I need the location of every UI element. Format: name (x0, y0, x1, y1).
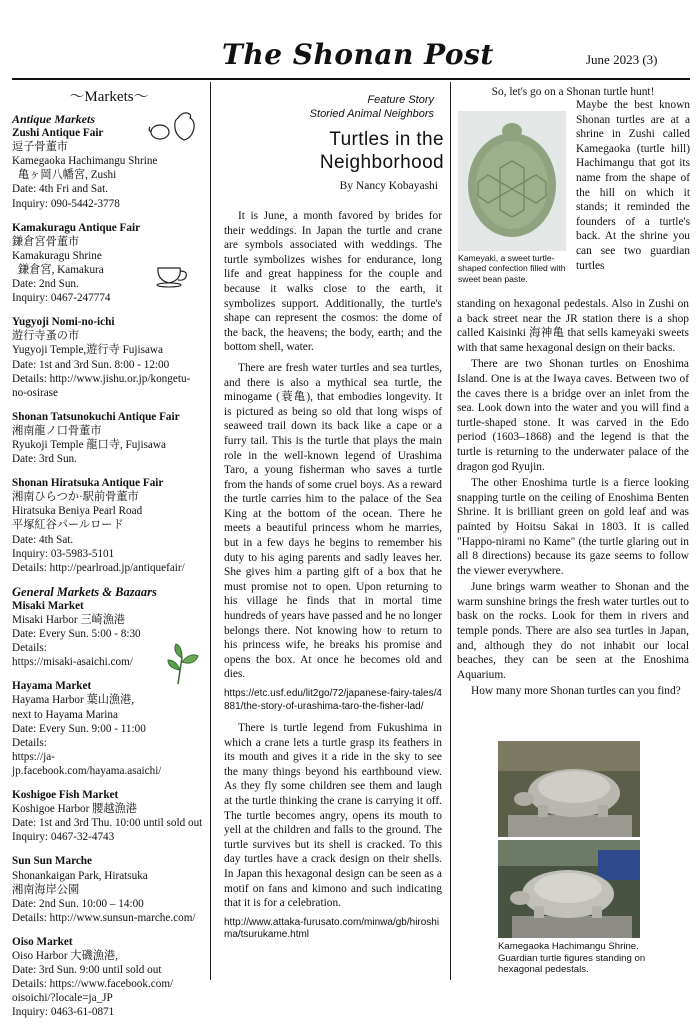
market-detail: Date: 4th Sat. (12, 533, 74, 546)
market-detail: 逗子骨董市 (12, 141, 68, 154)
kameyaki-image (458, 111, 566, 251)
article-kicker (222, 93, 434, 121)
market-name: Sun Sun Marche (12, 855, 92, 868)
market-detail: 遊行寺蚤の市 (12, 330, 80, 343)
market-detail: 亀ヶ岡八幡宮, Zushi (18, 169, 117, 182)
paragraph: There are two Shonan turtles on Enoshima Island. One is at the Iwaya caves. Between two of the caves there is a bridge over an inlet from the sea. Look down into the water and you will find a turtle-shaped stone. It was carved in the Edo period (1603–1868) and the legend is that the turtle is returning to the underwater palace of the dragon god Ryujin. (457, 358, 689, 473)
market-detail: Date: 1st and 3rd Thu. 10:00 until sold out (12, 817, 203, 830)
market-name: Kamakuragu Antique Fair (12, 221, 141, 234)
general-venues (12, 599, 204, 1020)
market-detail: Ryukoji Temple 龍口寺, Fujisawa (12, 438, 166, 451)
market-detail: Shonankaigan Park, Hiratsuka (12, 869, 148, 882)
market-detail: Date: 2nd Sun. (12, 278, 79, 291)
article-body-middle (224, 209, 442, 950)
masthead-title: The Shonan Post (222, 38, 494, 71)
market-detail[interactable]: Details: http://www.sunsun-marche.com/ (12, 911, 196, 924)
market-detail[interactable]: Details: https://www.facebook.com/ (12, 978, 174, 991)
market-entry (12, 476, 204, 575)
title-line-1: Turtles in the (329, 129, 444, 150)
byline: By Nancy Kobayashi (339, 180, 438, 192)
paragraph: There are fresh water turtles and sea turtles, and there is also a mythical sea turtle, the minogame (蓑亀), that embodies longevity. It is pictured as being so old that long wisps of seaweed trail down its back like a cape or a furry tail. This is the turtle that plays the main role in the well-known legend of Urashima Taro, a young fisherman who saves a turtle from the hands of some cruel boys. As a reward the turtle carries him to the palace of the Sea King at the bottom of the ocean. There he meets a beautiful princess whom he marries, but in a few days he begins to remember his duty to his aging parents and sadly leaves her. She gives him a parting gift of a box that he must promise not to open. Upon returning to his village he finds that in mortal time hundreds of years have passed and he no longer belongs there. Not knowing how to return to his princess wife, he breaks his promise and opens the box. At once he becomes old and dies. (224, 361, 442, 681)
market-entry (12, 315, 204, 400)
turtle-statue-image-2 (498, 840, 640, 938)
paragraph: The other Enoshima turtle is a fierce looking snapping turtle on the ceiling of Enoshima Benten Shrine. It is brilliant green on gold leaf and was painted by Hoitsu Sakai in 1803. It is called "Happo-nirami no Kame" (the turtle glaring out in all 8 directions) because its gaze seems to follow the viewer everywhere. (457, 477, 689, 577)
market-detail: Kamakuragu Shrine (12, 249, 102, 262)
market-detail: 湘南海岸公園 (12, 883, 80, 896)
market-detail: Date: Every Sun. 9:00 - 11:00 (12, 722, 146, 735)
market-detail: 鎌倉宮骨董市 (12, 235, 80, 248)
column-divider-left (210, 82, 211, 980)
market-entry (12, 126, 204, 211)
statue-caption: Kamegaoka Hachimangu Shrine. Guardian turtle figures standing on hexagonal pedestals. (498, 941, 646, 975)
market-detail: 湘南龍ノ口骨董市 (12, 424, 102, 437)
paragraph-start: Maybe the best known Shonan turtles are at a shrine in Zushi called Kamegaoka (turtle hill) Hachimangu that got its name from the shape of the hill on which it stands; it reminded the founders of a turtle's back. At the shrine you can see two guardian turtles (576, 99, 690, 272)
paragraph: June brings warm weather to Shonan and the warm sunshine brings the fresh water turtles out to bask on the rocks. Look for them in rivers and temple ponds. There are also sea turtles in Japan, and, although they do not inhabit our local beaches, they can be seen at the Enoshima Aquarium. (457, 581, 689, 681)
turtle-statue-photo-2 (498, 840, 640, 938)
issue-label: June 2023 (3) (586, 52, 658, 67)
market-entry (12, 788, 204, 844)
markets-list (12, 112, 204, 1029)
market-detail: Date: 1st and 3rd Sun. 8:00 - 12:00 (12, 358, 170, 371)
turtle-hunt-paragraph-start (576, 98, 690, 273)
market-name: Koshigoe Fish Market (12, 789, 119, 802)
markets-heading: ～Markets～ (69, 89, 149, 105)
paragraph: How many more Shonan turtles can you find? (471, 685, 681, 698)
market-detail: 鎌倉宮, Kamakura (18, 263, 104, 276)
market-detail[interactable]: Details: http://www.jishu.or.jp/kongetu-no-osirase (12, 372, 191, 399)
market-detail: Date: 3rd Sun. (12, 453, 77, 466)
kicker-feature: Feature Story (367, 94, 434, 106)
market-detail: Date: Every Sun. 5:00 - 8:30 (12, 628, 141, 641)
market-detail: Misaki Harbor 三崎漁港 (12, 614, 126, 626)
paragraph: standing on hexagonal pedestals. Also in Zushi on a back street near the JR station there is a shop called Kaisinki 海神亀 that sells kameyaki sweets with that same hexagonal design on their backs. (457, 298, 689, 354)
market-entry (12, 599, 204, 669)
turtle-hunt-intro: So, let's go on a Shonan turtle hunt! (491, 86, 655, 98)
market-detail: Koshigoe Harbor 腰越漁港 (12, 803, 137, 816)
turtle-statue-photo-1 (498, 741, 640, 837)
market-detail: Details: (12, 736, 47, 749)
turtle-statue-image-1 (498, 741, 640, 837)
paragraph: It is June, a month favored by brides for their weddings. In Japan the turtle and crane are symbols associated with weddings. The turtle symbolizes wishes for endurance, long life and great happiness for the couple and because it walks close to the earth, it symbolizes support. Additionally, the turtle's shape can represent the cosmos: the dome of the back, the heavens; the body, earth; and the bottom shell, water. (224, 210, 442, 354)
market-name: Yugyoji Nomi-no-ichi (12, 316, 115, 329)
market-detail: Inquiry: 0463-61-0871 (12, 1006, 115, 1019)
general-heading: General Markets & Bazaars (12, 584, 157, 599)
market-entry (12, 221, 204, 306)
market-detail: next to Hayama Marina (12, 708, 118, 721)
market-detail: Date: 2nd Sun. 10:00 – 14:00 (12, 897, 144, 910)
market-entry (12, 410, 204, 466)
market-name: Misaki Market (12, 599, 84, 612)
market-detail: Date: 4th Fri and Sat. (12, 183, 109, 196)
market-detail: 湘南ひらつか·駅前骨董市 (12, 491, 139, 504)
market-entry (12, 935, 204, 1020)
market-name: Shonan Tatsunokuchi Antique Fair (12, 410, 180, 423)
market-name: Zushi Antique Fair (12, 127, 104, 140)
paragraph: There is turtle legend from Fukushima in which a crane lets a turtle grasp its feathers in its mouth and gives it a ride in the sky to see the many things beyond his earthbound view. As they fly some children see them and laugh at the turtle thinking the crane is carrying it off. The turtle becomes angry, opens its mouth to yell at the children and falls to the ground. The turtle survives but its shell is cracked. To this day turtles have a crack design on their shells. In Japan this hexagonal design can be seen as a motif on fans and kimono and such indicating that it is for a celebration. (224, 722, 442, 910)
column-divider-right (450, 82, 451, 980)
market-detail: Inquiry: 0467-247774 (12, 292, 111, 305)
kameyaki-caption: Kameyaki, a sweet turtle-shaped confection filled with sweet bean paste. (458, 253, 566, 284)
antique-heading: Antique Markets (12, 112, 96, 126)
market-detail[interactable]: Details: http://pearlroad.jp/antiquefair/ (12, 561, 185, 574)
article-title (222, 128, 444, 174)
market-detail: Hiratsuka Beniya Pearl Road (12, 505, 143, 518)
market-detail[interactable]: https://ja-jp.facebook.com/hayama.asaichi/ (12, 750, 162, 777)
market-entry (12, 854, 204, 924)
market-detail: Kamegaoka Hachimangu Shrine (12, 155, 158, 168)
kicker-subtitle: Storied Animal Neighbors (309, 108, 434, 120)
market-detail[interactable]: https://misaki-asaichi.com/ (12, 656, 133, 669)
reference-link[interactable]: http://www.attaka-furusato.com/minwa/gb/hiroshima/tsurukame.html (224, 916, 440, 941)
market-detail: Date: 3rd Sun. 9:00 until sold out (12, 964, 162, 977)
market-name: Shonan Hiratsuka Antique Fair (12, 477, 164, 490)
market-detail: Inquiry: 090-5442-3778 (12, 197, 120, 210)
market-name: Oiso Market (12, 935, 73, 948)
reference-link[interactable]: https://etc.usf.edu/lit2go/72/japanese-fairy-tales/4881/the-story-of-urashima-taro-the-fisher-lad/ (224, 688, 442, 712)
masthead-rule (12, 78, 690, 80)
title-line-2: Neighborhood (319, 152, 444, 173)
market-detail: Inquiry: 0467-32-4743 (12, 831, 115, 844)
article-body-right (457, 297, 689, 699)
market-detail: Hayama Harbor 葉山漁港, (12, 694, 135, 707)
market-detail: Details: (12, 642, 47, 655)
market-detail: Inquiry: 03-5983-5101 (12, 547, 115, 560)
market-detail: Oiso Harbor 大磯漁港, (12, 949, 118, 962)
market-detail: oisoichi/?locale=ja_JP (12, 992, 113, 1005)
kameyaki-photo (458, 111, 566, 251)
market-detail: 平塚紅谷パールロード (12, 519, 124, 532)
market-name: Hayama Market (12, 680, 92, 693)
antique-venues (12, 126, 204, 575)
market-detail: Yugyoji Temple,遊行寺 Fujisawa (12, 344, 163, 357)
market-entry (12, 679, 204, 778)
